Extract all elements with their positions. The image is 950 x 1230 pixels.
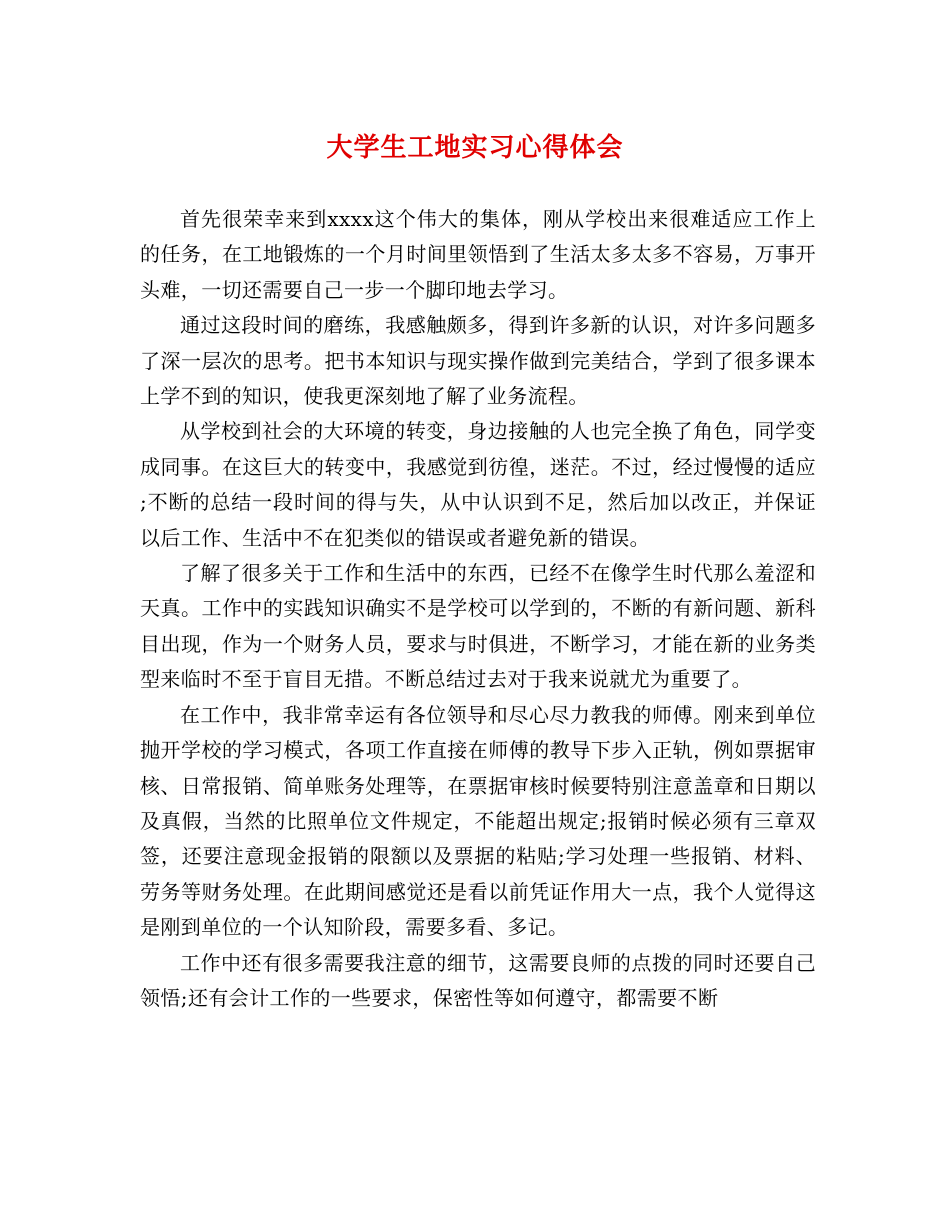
paragraph-5: 在工作中，我非常幸运有各位领导和尽心尽力教我的师傅。刚来到单位抛开学校的学习模式，各项工作直接在师傅的教导下步入正轨，例如票据审核、日常报销、简单账务处理等，在票据审核时候要特别注意盖章和日期以及真假，当然的比照单位文件规定，不能超出规定;报销时候必须有三章双签，还要注意现金报销的限额以及票据的粘贴;学习处理一些报销、材料、劳务等财务处理。在此期间感觉还是看以前凭证作用大一点，我个人觉得这是刚到单位的一个认知阶段，需要多看、多记。 [140,702,816,940]
paragraph-2: 通过这段时间的磨练，我感触颇多，得到许多新的认识，对许多问题多了深一层次的思考。把书本知识与现实操作做到完美结合，学到了很多课本上学不到的知识，使我更深刻地了解了业务流程。 [140,313,816,409]
document-body [140,202,816,1016]
paragraph-3: 从学校到社会的大环境的转变，身边接触的人也完全换了角色，同学变成同事。在这巨大的转变中，我感觉到彷徨，迷茫。不过，经过慢慢的适应 ;不断的总结一段时间的得与失，从中认识到不足，然后加以改正，并保证以后工作、生活中不在犯类似的错误或者避免新的错误。 [140,419,816,550]
paragraph-4: 了解了很多关于工作和生活中的东西，已经不在像学生时代那么羞涩和天真。工作中的实践知识确实不是学校可以学到的，不断的有新问题、新科目出现，作为一个财务人员，要求与时俱进，不断学习，才能在新的业务类型来临时不至于盲目无措。不断总结过去对于我来说就尤为重要了。 [140,561,816,692]
page-title: 大学生工地实习心得体会 [326,133,624,163]
paragraph-1: 首先很荣幸来到xxxx这个伟大的集体，刚从学校出来很难适应工作上的任务，在工地锻炼的一个月时间里领悟到了生活太多太多不容易，万事开头难，一切还需要自己一步一个脚印地去学习。 [140,207,816,302]
paragraph-6: 工作中还有很多需要我注意的细节，这需要良师的点拨的同时还要自己领悟;还有会计工作的一些要求，保密性等如何遵守，都需要不断 [140,950,816,1010]
